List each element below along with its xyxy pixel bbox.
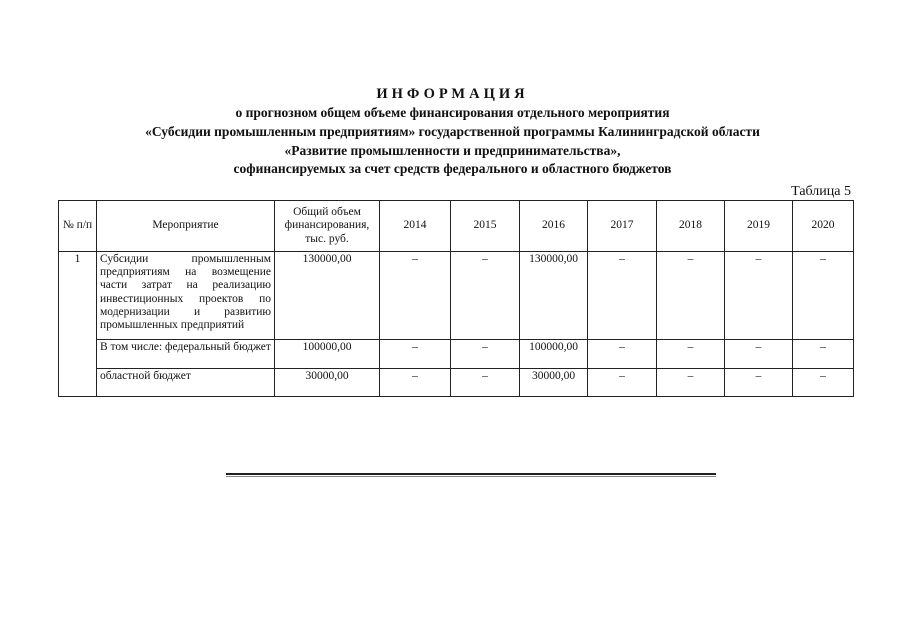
title-line-5: софинансируемых за счет средств федерального и областного бюджетов [233, 161, 672, 176]
cell-2018: – [657, 252, 725, 340]
header-num: № п/п [59, 201, 97, 252]
table-row [59, 252, 854, 340]
header-2017: 2017 [588, 201, 657, 252]
table-row [59, 340, 854, 369]
row-number: 1 [59, 252, 97, 397]
header-total: Общий объем финансирования, тыс. руб. [275, 201, 380, 252]
cell-2019: – [725, 369, 793, 397]
cell-2014: – [380, 252, 451, 340]
cell-2020: – [793, 340, 854, 369]
table-number: Таблица 5 [791, 184, 851, 199]
cell-2016: 100000,00 [520, 340, 588, 369]
cell-2018: – [657, 340, 725, 369]
title-line-3: «Субсидии промышленным предприятиям» государственной программы Калининградской области [145, 124, 760, 139]
event-cell: Субсидии промышленным предприятиям на возмещение части затрат на реализацию инвестиционных проектов по модернизации и развитию промышленных предприятий [97, 252, 275, 340]
cell-2015: – [451, 340, 520, 369]
header-2015: 2015 [451, 201, 520, 252]
financing-table [58, 200, 854, 397]
header-event: Мероприятие [97, 201, 275, 252]
cell-2017: – [588, 369, 657, 397]
cell-2020: – [793, 369, 854, 397]
cell-2018: – [657, 369, 725, 397]
header-2016: 2016 [520, 201, 588, 252]
header-2014: 2014 [380, 201, 451, 252]
header-2018: 2018 [657, 201, 725, 252]
total-cell: 100000,00 [275, 340, 380, 369]
title-line-2: о прогнозном общем объеме финансирования отдельного мероприятия [235, 105, 670, 120]
cell-2019: – [725, 340, 793, 369]
closing-rule-shadow [226, 476, 716, 477]
cell-2020: – [793, 252, 854, 340]
cell-2017: – [588, 340, 657, 369]
closing-rule [226, 473, 716, 475]
cell-2014: – [380, 369, 451, 397]
header-2019: 2019 [725, 201, 793, 252]
document-title: ИНФОРМАЦИЯ [376, 86, 529, 102]
header-2020: 2020 [793, 201, 854, 252]
total-cell: 130000,00 [275, 252, 380, 340]
cell-2015: – [451, 252, 520, 340]
event-cell: В том числе: федеральный бюджет [97, 340, 275, 369]
cell-2019: – [725, 252, 793, 340]
event-cell: областной бюджет [97, 369, 275, 397]
table-row [59, 369, 854, 397]
cell-2015: – [451, 369, 520, 397]
cell-2017: – [588, 252, 657, 340]
title-line-4: «Развитие промышленности и предпринимательства», [284, 143, 621, 158]
cell-2016: 30000,00 [520, 369, 588, 397]
table-header-row [59, 201, 854, 252]
cell-2016: 130000,00 [520, 252, 588, 340]
cell-2014: – [380, 340, 451, 369]
total-cell: 30000,00 [275, 369, 380, 397]
